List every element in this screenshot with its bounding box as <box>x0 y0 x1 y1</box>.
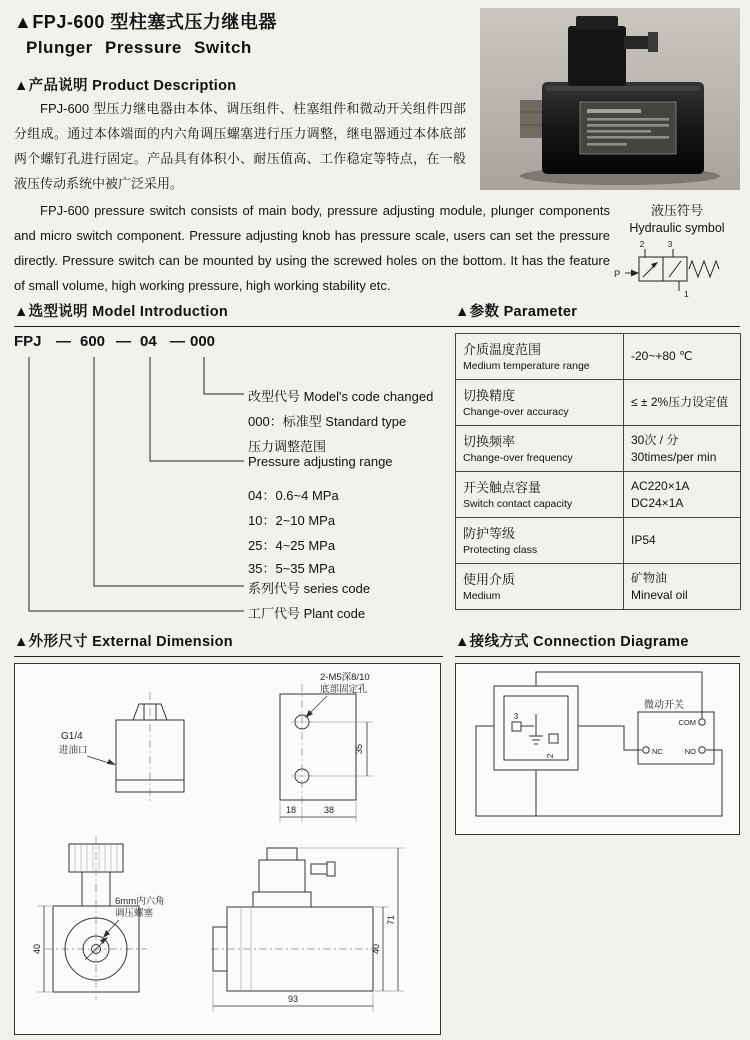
terminal-nc-label: NC <box>652 747 663 756</box>
param-value: IP54 <box>631 533 656 547</box>
dim-label-hex-sub: 调压螺塞 <box>115 908 154 919</box>
param-name-cn: 防护等级 <box>463 525 516 541</box>
connection-diagram-drawing <box>456 664 739 834</box>
plug-pin-2-label: 2 <box>546 753 555 759</box>
product-photo-illustration <box>480 8 740 190</box>
model-code-dash: — <box>56 333 71 350</box>
plug-pin-3-label: 3 <box>513 712 519 721</box>
hydraulic-symbol-label-cn: 液压符号 <box>650 203 703 218</box>
terminal-com <box>699 719 705 725</box>
connection-box <box>455 663 740 835</box>
table-row <box>456 518 741 564</box>
dim-label-71: 71 <box>386 914 396 926</box>
bottom-view <box>280 694 356 800</box>
model-introduction-heading: ▲选型说明 Model Introduction <box>14 300 456 327</box>
param-name-en: Protecting class <box>463 543 538 556</box>
page-title-cn: ▲FPJ-600 型柱塞式压力继电器 <box>14 12 277 32</box>
terminal-no-label: NO <box>684 747 696 756</box>
connection-heading: ▲接线方式 Connection Diagrame <box>455 630 740 657</box>
wire-loop <box>476 726 722 816</box>
param-value: 矿物油 <box>631 570 668 585</box>
model-label-standard: 000：标准型 Standard type <box>248 414 407 429</box>
dim-label-40-right: 40 <box>371 943 381 955</box>
param-name-en: Change-over accuracy <box>463 405 569 418</box>
page-title-en: Plunger Pressure Switch <box>26 38 252 57</box>
hydraulic-port-p: P <box>614 269 621 280</box>
model-label-r04: 04：0.6~4 MPa <box>248 488 339 503</box>
param-value: AC220×1A <box>631 478 690 493</box>
dim-label-port-sub: 进油口 <box>59 745 88 756</box>
model-code-range: 04 <box>140 333 157 350</box>
dim-label-port: G1/4 <box>61 731 83 742</box>
product-photo <box>480 8 740 195</box>
model-code-type: 000 <box>190 333 216 350</box>
param-name-en: Medium temperature range <box>463 359 590 372</box>
dim-label-holes-sub: 底部固定孔 <box>320 684 368 695</box>
model-label-plant: 工厂代号 Plant code <box>248 606 366 621</box>
param-name-cn: 介质温度范围 <box>463 341 542 357</box>
param-value: -20~+80 ℃ <box>631 349 693 363</box>
param-name-cn: 切换精度 <box>463 387 516 403</box>
param-value: Mineval oil <box>631 587 688 602</box>
terminal-com-label: COM <box>678 718 696 727</box>
terminal-nc <box>643 747 649 753</box>
hydraulic-port-2: 2 <box>639 239 645 249</box>
param-name-cn: 切换频率 <box>463 433 516 449</box>
product-description-heading: ▲产品说明 Product Description <box>14 78 237 94</box>
model-label-r25: 25：4~25 MPa <box>248 538 336 553</box>
param-name-en: Change-over frequency <box>463 451 573 464</box>
model-label-range-cn: 压力调整范围 <box>248 439 327 454</box>
wire-top <box>536 672 702 718</box>
din-connector <box>568 26 626 86</box>
model-code-dash: — <box>116 333 131 350</box>
param-value: 30次 / 分 <box>631 432 679 447</box>
dim-label-93: 93 <box>287 994 299 1004</box>
param-value: DC24×1A <box>631 495 684 510</box>
dim-label-35: 35 <box>354 743 364 755</box>
model-label-series: 系列代号 series code <box>248 581 371 596</box>
terminal-no <box>699 747 705 753</box>
dim-label-38: 38 <box>323 805 335 815</box>
hydraulic-port-1: 1 <box>684 289 689 299</box>
param-name-cn: 开关触点容量 <box>463 479 542 495</box>
parameter-table <box>455 333 741 610</box>
product-description-cn: FPJ-600 型压力继电器由本体、调压组件、柱塞组件和微动开关组件四部分组成。通过本体端面的内六角调压螺塞进行压力调整，继电器通过本体底部两个螺钉孔进行固定。产品具有体积小、耐压值高、工作稳定等特点，在一般液压传动系统中被广泛采用。 <box>14 101 466 191</box>
model-label-r10: 10：2~10 MPa <box>248 513 336 528</box>
dim-label-40-left: 40 <box>32 943 42 955</box>
external-dimension-box <box>14 663 441 1035</box>
cable-gland <box>624 36 648 49</box>
connection-section <box>455 630 740 835</box>
model-label-r35: 35：5~35 MPa <box>248 561 336 576</box>
model-code-dash: — <box>170 333 185 350</box>
wire-nc <box>578 726 642 750</box>
product-description-en: FPJ-600 pressure switch consists of main body, pressure adjusting module, plunger components and micro switch component. Pressure adjusting knob has pressure scale, users can set the pressure directly. Pressure switch can be mounted by using the screwed holes on the bottom. It has the feature of small volume, high working pressure, high working stability etc. <box>14 203 610 293</box>
param-name-en: Switch contact capacity <box>463 497 573 510</box>
side-view <box>213 848 373 991</box>
dim-label-18: 18 <box>285 805 297 815</box>
param-value: ≤ ± 2%压力设定值 <box>631 395 729 409</box>
table-row <box>456 564 741 610</box>
parameter-heading: ▲参数 Parameter <box>455 300 740 327</box>
hydraulic-port-3: 3 <box>667 239 673 249</box>
micro-switch-label: 微动开关 <box>644 700 684 711</box>
table-row <box>456 472 741 518</box>
hydraulic-symbol-block <box>610 200 744 316</box>
table-row <box>456 334 741 380</box>
table-row <box>456 380 741 426</box>
model-label-range-en: Pressure adjusting range <box>248 454 393 469</box>
param-value: 30times/per min <box>631 449 717 464</box>
model-code-plant: FPJ <box>14 333 42 350</box>
model-label-changed: 改型代号 Model's code changed <box>248 389 434 404</box>
model-code-series: 600 <box>80 333 106 350</box>
dim-label-holes: 2-M5深8/10 <box>320 672 370 683</box>
param-name-cn: 使用介质 <box>463 571 516 587</box>
table-row <box>456 426 741 472</box>
hydraulic-symbol-label-en: Hydraulic symbol <box>629 221 725 235</box>
dim-label-hex: 6mm内六角 <box>115 896 165 907</box>
param-name-en: Medium <box>463 589 501 602</box>
external-dimension-drawing <box>15 664 440 1034</box>
parameter-section <box>455 300 740 610</box>
external-dimension-section <box>14 630 443 1035</box>
model-introduction-section <box>14 300 456 622</box>
external-dimension-heading: ▲外形尺寸 External Dimension <box>14 630 443 657</box>
